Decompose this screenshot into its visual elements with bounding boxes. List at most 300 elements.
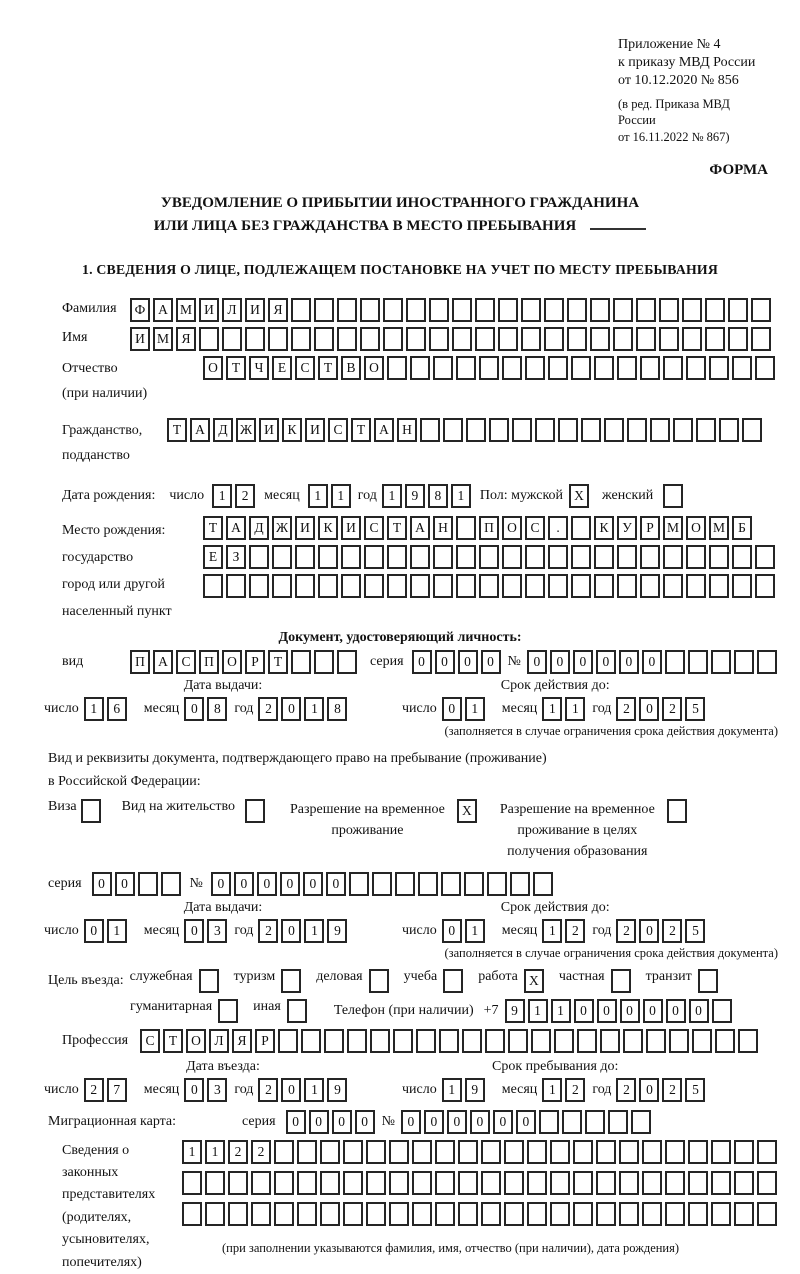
char-cell[interactable] bbox=[389, 1140, 409, 1164]
char-cell[interactable] bbox=[458, 1140, 478, 1164]
char-cell[interactable] bbox=[705, 327, 725, 351]
char-cell[interactable]: 0 bbox=[639, 919, 659, 943]
char-cell[interactable]: И bbox=[199, 298, 219, 322]
char-cell[interactable]: Ж bbox=[236, 418, 256, 442]
char-cell[interactable]: О bbox=[203, 356, 223, 380]
char-cell[interactable]: 0 bbox=[211, 872, 231, 896]
char-cell[interactable] bbox=[594, 574, 614, 598]
char-cell[interactable] bbox=[623, 1029, 643, 1053]
char-cell[interactable]: 9 bbox=[465, 1078, 485, 1102]
char-cell[interactable]: 1 bbox=[84, 697, 104, 721]
char-cell[interactable]: С bbox=[176, 650, 196, 674]
char-cell[interactable] bbox=[274, 1171, 294, 1195]
char-cell[interactable] bbox=[433, 574, 453, 598]
char-cell[interactable] bbox=[527, 1140, 547, 1164]
char-cell[interactable] bbox=[608, 1110, 628, 1134]
char-cell[interactable] bbox=[489, 418, 509, 442]
char-cell[interactable] bbox=[412, 1171, 432, 1195]
char-cell[interactable]: Р bbox=[245, 650, 265, 674]
char-cell[interactable]: 0 bbox=[458, 650, 478, 674]
char-cell[interactable] bbox=[604, 418, 624, 442]
char-cell[interactable] bbox=[452, 298, 472, 322]
char-cell[interactable] bbox=[360, 327, 380, 351]
char-cell[interactable] bbox=[301, 1029, 321, 1053]
char-cell[interactable] bbox=[539, 1110, 559, 1134]
char-cell[interactable]: 0 bbox=[666, 999, 686, 1023]
char-cell[interactable] bbox=[596, 1140, 616, 1164]
char-cell[interactable]: П bbox=[479, 516, 499, 540]
char-cell[interactable] bbox=[370, 1029, 390, 1053]
char-cell[interactable] bbox=[755, 356, 775, 380]
char-cell[interactable] bbox=[479, 574, 499, 598]
char-cell[interactable] bbox=[349, 872, 369, 896]
purpose-checkbox-cell[interactable] bbox=[611, 969, 631, 993]
char-cell[interactable] bbox=[291, 327, 311, 351]
char-cell[interactable] bbox=[251, 1202, 271, 1226]
char-cell[interactable] bbox=[642, 1171, 662, 1195]
char-cell[interactable] bbox=[429, 327, 449, 351]
char-cell[interactable]: 2 bbox=[616, 697, 636, 721]
char-cell[interactable]: 0 bbox=[280, 872, 300, 896]
char-cell[interactable]: Е bbox=[203, 545, 223, 569]
char-cell[interactable]: 5 bbox=[685, 1078, 705, 1102]
char-cell[interactable] bbox=[138, 872, 158, 896]
char-cell[interactable] bbox=[686, 356, 706, 380]
char-cell[interactable] bbox=[161, 872, 181, 896]
char-cell[interactable] bbox=[314, 298, 334, 322]
edu-permit-checkbox-cell[interactable] bbox=[667, 799, 687, 823]
char-cell[interactable]: 1 bbox=[304, 919, 324, 943]
char-cell[interactable] bbox=[709, 545, 729, 569]
char-cell[interactable] bbox=[562, 1110, 582, 1134]
char-cell[interactable]: П bbox=[130, 650, 150, 674]
char-cell[interactable] bbox=[709, 574, 729, 598]
char-cell[interactable] bbox=[646, 1029, 666, 1053]
char-cell[interactable]: П bbox=[199, 650, 219, 674]
char-cell[interactable] bbox=[669, 1029, 689, 1053]
char-cell[interactable]: Л bbox=[209, 1029, 229, 1053]
char-cell[interactable]: 0 bbox=[424, 1110, 444, 1134]
residence-permit-checkbox-cell[interactable] bbox=[245, 799, 265, 823]
char-cell[interactable] bbox=[337, 298, 357, 322]
char-cell[interactable] bbox=[742, 418, 762, 442]
char-cell[interactable] bbox=[249, 574, 269, 598]
char-cell[interactable] bbox=[544, 327, 564, 351]
char-cell[interactable]: 0 bbox=[493, 1110, 513, 1134]
char-cell[interactable]: 0 bbox=[447, 1110, 467, 1134]
char-cell[interactable] bbox=[738, 1029, 758, 1053]
char-cell[interactable]: 0 bbox=[639, 1078, 659, 1102]
char-cell[interactable]: С bbox=[364, 516, 384, 540]
char-cell[interactable]: Д bbox=[213, 418, 233, 442]
char-cell[interactable]: 2 bbox=[258, 919, 278, 943]
char-cell[interactable] bbox=[320, 1171, 340, 1195]
char-cell[interactable] bbox=[734, 1202, 754, 1226]
char-cell[interactable]: С bbox=[328, 418, 348, 442]
purpose-checkbox-cell[interactable] bbox=[287, 999, 307, 1023]
char-cell[interactable] bbox=[617, 574, 637, 598]
char-cell[interactable]: 1 bbox=[542, 697, 562, 721]
char-cell[interactable]: О bbox=[222, 650, 242, 674]
char-cell[interactable] bbox=[755, 574, 775, 598]
char-cell[interactable] bbox=[297, 1171, 317, 1195]
char-cell[interactable] bbox=[642, 1202, 662, 1226]
char-cell[interactable]: М bbox=[663, 516, 683, 540]
char-cell[interactable]: 1 bbox=[551, 999, 571, 1023]
char-cell[interactable] bbox=[573, 1202, 593, 1226]
char-cell[interactable]: 0 bbox=[281, 697, 301, 721]
char-cell[interactable] bbox=[274, 1202, 294, 1226]
char-cell[interactable] bbox=[343, 1140, 363, 1164]
char-cell[interactable] bbox=[435, 1171, 455, 1195]
char-cell[interactable] bbox=[205, 1202, 225, 1226]
char-cell[interactable]: Р bbox=[640, 516, 660, 540]
char-cell[interactable] bbox=[686, 574, 706, 598]
char-cell[interactable] bbox=[692, 1029, 712, 1053]
char-cell[interactable]: К bbox=[282, 418, 302, 442]
temp-permit-checkbox-cell[interactable]: X bbox=[457, 799, 477, 823]
char-cell[interactable]: 0 bbox=[309, 1110, 329, 1134]
char-cell[interactable] bbox=[636, 298, 656, 322]
char-cell[interactable] bbox=[291, 298, 311, 322]
char-cell[interactable]: 0 bbox=[326, 872, 346, 896]
char-cell[interactable]: 0 bbox=[550, 650, 570, 674]
char-cell[interactable]: 0 bbox=[281, 1078, 301, 1102]
char-cell[interactable] bbox=[343, 1171, 363, 1195]
char-cell[interactable] bbox=[387, 574, 407, 598]
char-cell[interactable]: 0 bbox=[574, 999, 594, 1023]
char-cell[interactable] bbox=[456, 516, 476, 540]
char-cell[interactable] bbox=[650, 418, 670, 442]
char-cell[interactable] bbox=[487, 872, 507, 896]
char-cell[interactable]: А bbox=[410, 516, 430, 540]
char-cell[interactable] bbox=[479, 356, 499, 380]
char-cell[interactable]: 9 bbox=[405, 484, 425, 508]
char-cell[interactable] bbox=[521, 327, 541, 351]
char-cell[interactable] bbox=[512, 418, 532, 442]
char-cell[interactable] bbox=[182, 1202, 202, 1226]
char-cell[interactable] bbox=[596, 1202, 616, 1226]
char-cell[interactable] bbox=[640, 574, 660, 598]
char-cell[interactable] bbox=[665, 650, 685, 674]
char-cell[interactable]: 0 bbox=[286, 1110, 306, 1134]
char-cell[interactable]: 2 bbox=[565, 1078, 585, 1102]
char-cell[interactable] bbox=[433, 545, 453, 569]
purpose-checkbox-cell[interactable] bbox=[281, 969, 301, 993]
char-cell[interactable] bbox=[711, 1202, 731, 1226]
char-cell[interactable] bbox=[435, 1202, 455, 1226]
char-cell[interactable] bbox=[416, 1029, 436, 1053]
char-cell[interactable]: Я bbox=[176, 327, 196, 351]
char-cell[interactable] bbox=[498, 298, 518, 322]
char-cell[interactable] bbox=[682, 298, 702, 322]
char-cell[interactable]: 2 bbox=[251, 1140, 271, 1164]
char-cell[interactable] bbox=[475, 298, 495, 322]
char-cell[interactable] bbox=[341, 545, 361, 569]
char-cell[interactable] bbox=[535, 418, 555, 442]
char-cell[interactable]: 3 bbox=[207, 1078, 227, 1102]
char-cell[interactable]: К bbox=[318, 516, 338, 540]
char-cell[interactable]: 8 bbox=[207, 697, 227, 721]
char-cell[interactable] bbox=[387, 356, 407, 380]
char-cell[interactable] bbox=[364, 545, 384, 569]
char-cell[interactable]: 0 bbox=[470, 1110, 490, 1134]
char-cell[interactable] bbox=[755, 545, 775, 569]
char-cell[interactable]: 0 bbox=[184, 1078, 204, 1102]
char-cell[interactable]: 0 bbox=[643, 999, 663, 1023]
char-cell[interactable] bbox=[205, 1171, 225, 1195]
char-cell[interactable] bbox=[387, 545, 407, 569]
char-cell[interactable]: Т bbox=[167, 418, 187, 442]
char-cell[interactable]: 2 bbox=[616, 1078, 636, 1102]
char-cell[interactable]: А bbox=[153, 298, 173, 322]
char-cell[interactable] bbox=[320, 1202, 340, 1226]
char-cell[interactable]: О bbox=[364, 356, 384, 380]
char-cell[interactable] bbox=[341, 574, 361, 598]
char-cell[interactable]: 0 bbox=[689, 999, 709, 1023]
char-cell[interactable]: 1 bbox=[331, 484, 351, 508]
char-cell[interactable]: 0 bbox=[597, 999, 617, 1023]
char-cell[interactable] bbox=[688, 1202, 708, 1226]
char-cell[interactable]: Б bbox=[732, 516, 752, 540]
char-cell[interactable] bbox=[485, 1029, 505, 1053]
char-cell[interactable]: С bbox=[295, 356, 315, 380]
char-cell[interactable] bbox=[412, 1140, 432, 1164]
char-cell[interactable]: 0 bbox=[516, 1110, 536, 1134]
char-cell[interactable]: Е bbox=[272, 356, 292, 380]
char-cell[interactable] bbox=[686, 545, 706, 569]
char-cell[interactable]: 0 bbox=[303, 872, 323, 896]
char-cell[interactable]: 1 bbox=[107, 919, 127, 943]
char-cell[interactable]: Т bbox=[387, 516, 407, 540]
char-cell[interactable] bbox=[272, 574, 292, 598]
char-cell[interactable] bbox=[527, 1202, 547, 1226]
char-cell[interactable]: 0 bbox=[573, 650, 593, 674]
char-cell[interactable] bbox=[734, 1140, 754, 1164]
char-cell[interactable] bbox=[665, 1202, 685, 1226]
char-cell[interactable]: Т bbox=[268, 650, 288, 674]
char-cell[interactable] bbox=[324, 1029, 344, 1053]
char-cell[interactable] bbox=[502, 356, 522, 380]
char-cell[interactable] bbox=[688, 1140, 708, 1164]
char-cell[interactable] bbox=[711, 1171, 731, 1195]
char-cell[interactable] bbox=[619, 1140, 639, 1164]
char-cell[interactable]: 0 bbox=[234, 872, 254, 896]
char-cell[interactable]: Т bbox=[163, 1029, 183, 1053]
char-cell[interactable] bbox=[544, 298, 564, 322]
char-cell[interactable] bbox=[590, 327, 610, 351]
char-cell[interactable] bbox=[295, 545, 315, 569]
char-cell[interactable] bbox=[456, 574, 476, 598]
char-cell[interactable] bbox=[712, 999, 732, 1023]
char-cell[interactable] bbox=[389, 1171, 409, 1195]
char-cell[interactable] bbox=[527, 1171, 547, 1195]
char-cell[interactable]: 5 bbox=[685, 697, 705, 721]
char-cell[interactable]: 0 bbox=[92, 872, 112, 896]
char-cell[interactable] bbox=[504, 1171, 524, 1195]
char-cell[interactable] bbox=[688, 1171, 708, 1195]
char-cell[interactable]: 9 bbox=[327, 1078, 347, 1102]
char-cell[interactable] bbox=[732, 574, 752, 598]
char-cell[interactable]: 0 bbox=[620, 999, 640, 1023]
char-cell[interactable] bbox=[594, 545, 614, 569]
char-cell[interactable] bbox=[429, 298, 449, 322]
char-cell[interactable]: 1 bbox=[304, 697, 324, 721]
char-cell[interactable]: А bbox=[226, 516, 246, 540]
char-cell[interactable]: А bbox=[190, 418, 210, 442]
char-cell[interactable]: 0 bbox=[281, 919, 301, 943]
char-cell[interactable] bbox=[395, 872, 415, 896]
char-cell[interactable]: М bbox=[709, 516, 729, 540]
char-cell[interactable] bbox=[456, 545, 476, 569]
char-cell[interactable] bbox=[222, 327, 242, 351]
char-cell[interactable]: 0 bbox=[639, 697, 659, 721]
char-cell[interactable]: И bbox=[245, 298, 265, 322]
male-checkbox-cell[interactable]: X bbox=[569, 484, 589, 508]
char-cell[interactable] bbox=[452, 327, 472, 351]
char-cell[interactable] bbox=[412, 1202, 432, 1226]
char-cell[interactable] bbox=[521, 298, 541, 322]
char-cell[interactable]: Я bbox=[268, 298, 288, 322]
char-cell[interactable]: 0 bbox=[401, 1110, 421, 1134]
char-cell[interactable] bbox=[573, 1140, 593, 1164]
char-cell[interactable] bbox=[619, 1202, 639, 1226]
char-cell[interactable] bbox=[705, 298, 725, 322]
char-cell[interactable] bbox=[320, 1140, 340, 1164]
char-cell[interactable]: 1 bbox=[205, 1140, 225, 1164]
char-cell[interactable] bbox=[525, 574, 545, 598]
char-cell[interactable]: В bbox=[341, 356, 361, 380]
char-cell[interactable] bbox=[548, 545, 568, 569]
char-cell[interactable]: 3 bbox=[207, 919, 227, 943]
char-cell[interactable] bbox=[627, 418, 647, 442]
char-cell[interactable] bbox=[571, 545, 591, 569]
char-cell[interactable]: С bbox=[525, 516, 545, 540]
char-cell[interactable]: Н bbox=[433, 516, 453, 540]
char-cell[interactable] bbox=[297, 1202, 317, 1226]
char-cell[interactable] bbox=[573, 1171, 593, 1195]
char-cell[interactable] bbox=[199, 327, 219, 351]
char-cell[interactable]: Т bbox=[226, 356, 246, 380]
char-cell[interactable]: 0 bbox=[481, 650, 501, 674]
char-cell[interactable] bbox=[410, 574, 430, 598]
char-cell[interactable] bbox=[443, 418, 463, 442]
char-cell[interactable] bbox=[550, 1171, 570, 1195]
char-cell[interactable] bbox=[383, 298, 403, 322]
char-cell[interactable] bbox=[508, 1029, 528, 1053]
char-cell[interactable] bbox=[479, 545, 499, 569]
char-cell[interactable] bbox=[366, 1140, 386, 1164]
char-cell[interactable]: 2 bbox=[662, 919, 682, 943]
char-cell[interactable] bbox=[418, 872, 438, 896]
char-cell[interactable]: У bbox=[617, 516, 637, 540]
char-cell[interactable]: М bbox=[176, 298, 196, 322]
char-cell[interactable]: Т bbox=[203, 516, 223, 540]
char-cell[interactable]: 1 bbox=[212, 484, 232, 508]
char-cell[interactable] bbox=[318, 545, 338, 569]
char-cell[interactable] bbox=[504, 1202, 524, 1226]
char-cell[interactable] bbox=[458, 1202, 478, 1226]
char-cell[interactable] bbox=[318, 574, 338, 598]
char-cell[interactable]: 1 bbox=[451, 484, 471, 508]
char-cell[interactable] bbox=[475, 327, 495, 351]
char-cell[interactable]: И bbox=[259, 418, 279, 442]
char-cell[interactable]: К bbox=[594, 516, 614, 540]
char-cell[interactable]: 2 bbox=[565, 919, 585, 943]
char-cell[interactable]: Т bbox=[318, 356, 338, 380]
char-cell[interactable]: 1 bbox=[304, 1078, 324, 1102]
char-cell[interactable] bbox=[531, 1029, 551, 1053]
char-cell[interactable]: Ч bbox=[249, 356, 269, 380]
char-cell[interactable] bbox=[567, 298, 587, 322]
char-cell[interactable] bbox=[439, 1029, 459, 1053]
char-cell[interactable] bbox=[659, 298, 679, 322]
char-cell[interactable] bbox=[481, 1140, 501, 1164]
char-cell[interactable] bbox=[613, 298, 633, 322]
char-cell[interactable] bbox=[314, 327, 334, 351]
char-cell[interactable]: З bbox=[226, 545, 246, 569]
char-cell[interactable]: 0 bbox=[442, 697, 462, 721]
char-cell[interactable] bbox=[481, 1171, 501, 1195]
char-cell[interactable] bbox=[314, 650, 334, 674]
char-cell[interactable]: 0 bbox=[84, 919, 104, 943]
female-checkbox-cell[interactable] bbox=[663, 484, 683, 508]
char-cell[interactable] bbox=[567, 327, 587, 351]
char-cell[interactable] bbox=[251, 1171, 271, 1195]
char-cell[interactable] bbox=[663, 356, 683, 380]
char-cell[interactable]: 2 bbox=[258, 1078, 278, 1102]
char-cell[interactable]: 2 bbox=[662, 1078, 682, 1102]
char-cell[interactable] bbox=[550, 1140, 570, 1164]
char-cell[interactable] bbox=[406, 327, 426, 351]
char-cell[interactable] bbox=[757, 1202, 777, 1226]
char-cell[interactable] bbox=[550, 1202, 570, 1226]
char-cell[interactable] bbox=[558, 418, 578, 442]
char-cell[interactable] bbox=[274, 1140, 294, 1164]
char-cell[interactable] bbox=[366, 1171, 386, 1195]
char-cell[interactable] bbox=[663, 545, 683, 569]
char-cell[interactable] bbox=[594, 356, 614, 380]
char-cell[interactable]: Р bbox=[255, 1029, 275, 1053]
char-cell[interactable] bbox=[577, 1029, 597, 1053]
char-cell[interactable] bbox=[757, 1171, 777, 1195]
char-cell[interactable] bbox=[581, 418, 601, 442]
char-cell[interactable] bbox=[278, 1029, 298, 1053]
char-cell[interactable] bbox=[295, 574, 315, 598]
char-cell[interactable] bbox=[343, 1202, 363, 1226]
char-cell[interactable]: 0 bbox=[257, 872, 277, 896]
char-cell[interactable]: 2 bbox=[616, 919, 636, 943]
char-cell[interactable] bbox=[728, 298, 748, 322]
char-cell[interactable] bbox=[203, 574, 223, 598]
char-cell[interactable]: Л bbox=[222, 298, 242, 322]
char-cell[interactable] bbox=[688, 650, 708, 674]
char-cell[interactable] bbox=[751, 327, 771, 351]
char-cell[interactable]: 1 bbox=[465, 919, 485, 943]
char-cell[interactable]: 1 bbox=[442, 1078, 462, 1102]
char-cell[interactable]: 2 bbox=[228, 1140, 248, 1164]
char-cell[interactable] bbox=[337, 650, 357, 674]
char-cell[interactable]: 1 bbox=[465, 697, 485, 721]
purpose-checkbox-cell[interactable]: X bbox=[524, 969, 544, 993]
char-cell[interactable] bbox=[711, 650, 731, 674]
char-cell[interactable] bbox=[665, 1140, 685, 1164]
char-cell[interactable] bbox=[600, 1029, 620, 1053]
char-cell[interactable] bbox=[709, 356, 729, 380]
char-cell[interactable] bbox=[640, 545, 660, 569]
char-cell[interactable] bbox=[360, 298, 380, 322]
char-cell[interactable] bbox=[525, 356, 545, 380]
